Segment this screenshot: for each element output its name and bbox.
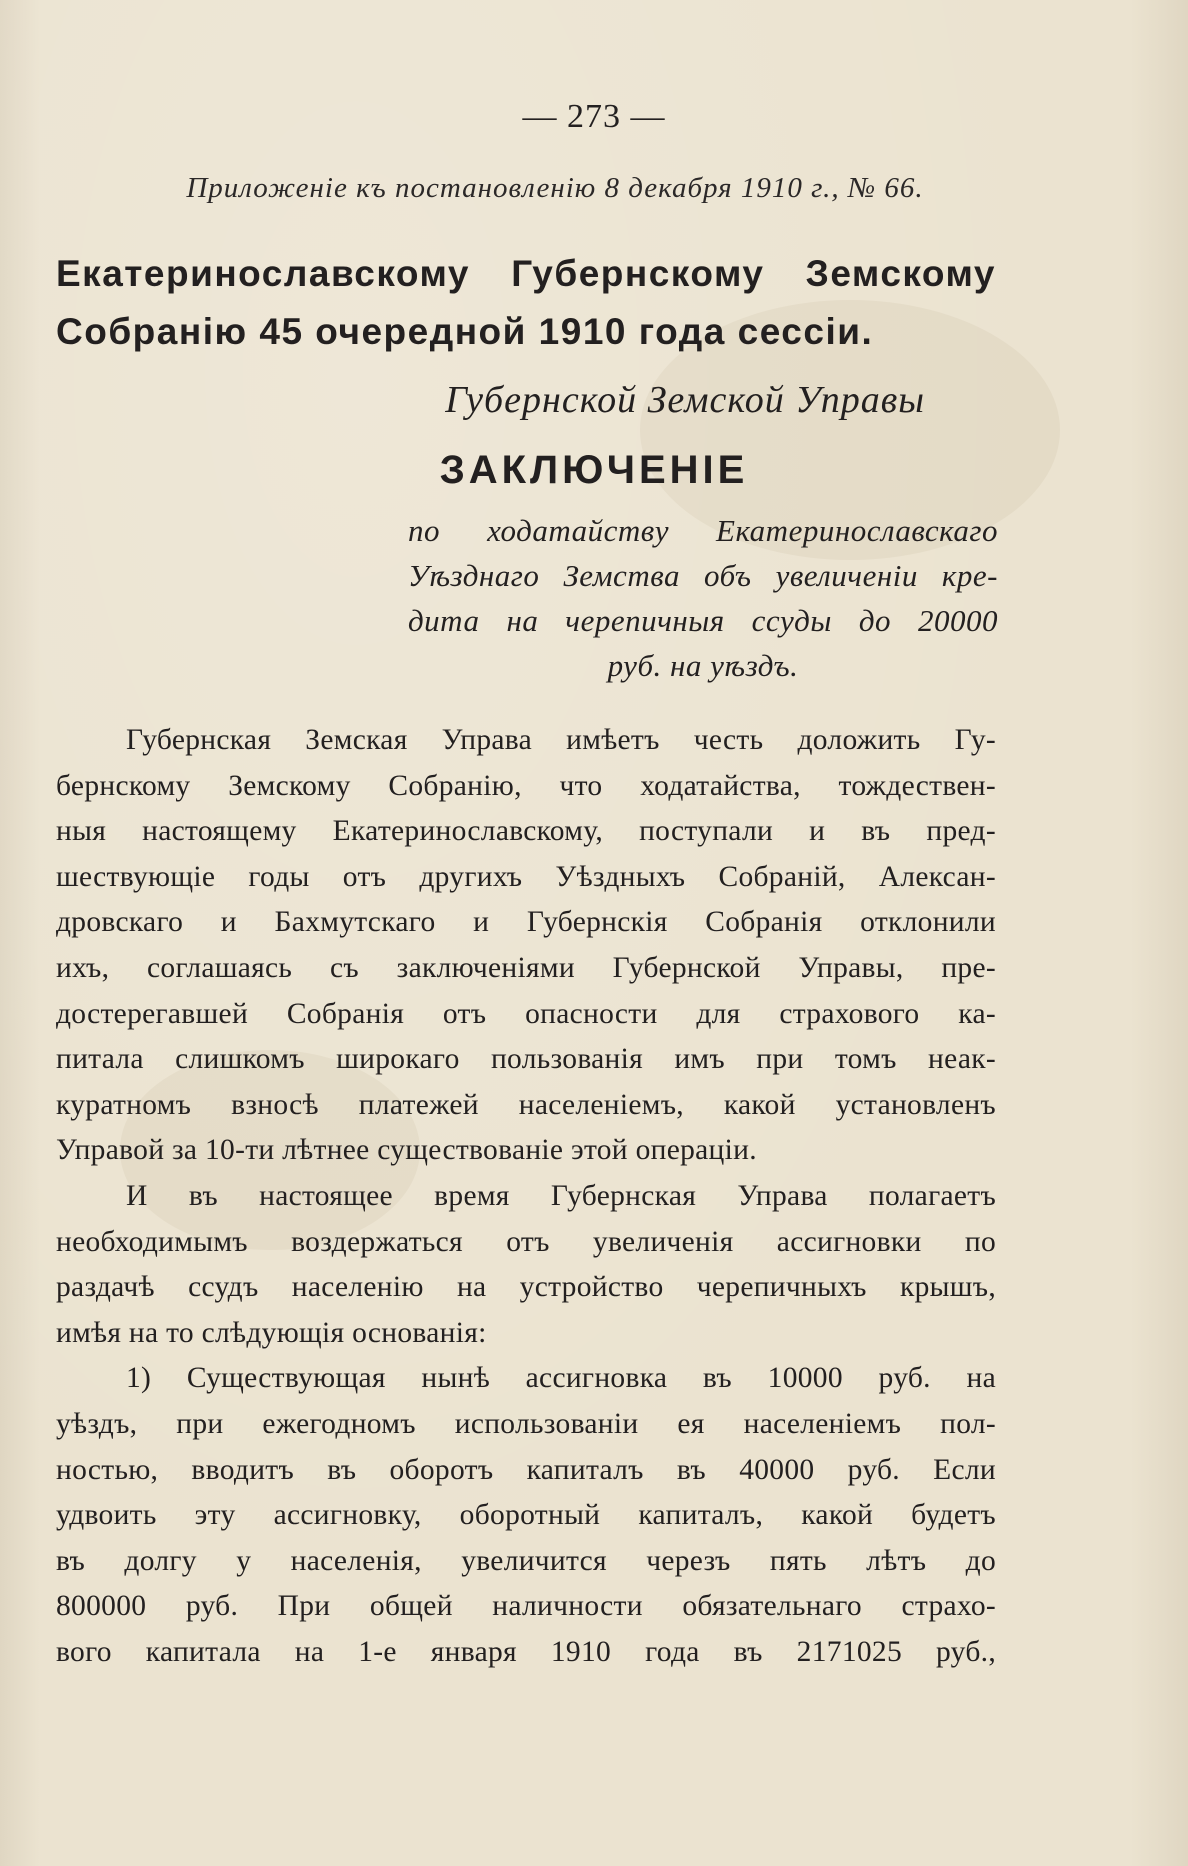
body-line: необходимымъ воздержаться отъ увеличенiя ассигновки по xyxy=(56,1225,996,1258)
document-title: ЗАКЛЮЧЕНIЕ xyxy=(439,448,749,492)
body-line: ностью, вводитъ въ оборотъ капиталъ въ 40000 руб. Если xyxy=(56,1453,996,1486)
issuing-authority: Губернской Земской Управы xyxy=(445,379,925,421)
body-line: куратномъ взносѣ платежей населенiемъ, какой установленъ xyxy=(56,1088,996,1121)
body-line: Губернская Земская Управа имѣетъ честь доложить Гу- xyxy=(126,724,996,756)
document-heading: Екатеринославскому Губернскому Земскому Собранiю 45 очередной 1910 года сессiи. xyxy=(56,253,996,352)
body-line: И въ настоящее время Губернская Управа полагаетъ xyxy=(126,1179,996,1212)
body-line: 1) Существующая нынѣ ассигновка въ 10000 руб. на xyxy=(126,1362,996,1395)
body-line: дровскаго и Бахмутскаго и Губернскiя Собранiя отклонили xyxy=(56,906,996,939)
body-line: шествующiе годы отъ другихъ Уѣздныхъ Собранiй, Алексан- xyxy=(56,860,996,893)
body-line: вого капитала на 1-е января 1910 года въ 2171025 руб., xyxy=(56,1635,996,1668)
subject-line: по ходатайству Екатеринославскаго xyxy=(408,513,998,548)
subject-line: дита на черепичныя ссуды до 20000 xyxy=(408,603,998,638)
body-line: достерегавшей Собранiя отъ опасности для страхового ка- xyxy=(56,997,996,1030)
body-line: ныя настоящему Екатеринославскому, поступали и въ пред- xyxy=(56,815,996,848)
appendix-note: Приложенiе къ постановленiю 8 декабря 1910 г., № 66. xyxy=(186,172,924,204)
body-text xyxy=(56,718,996,1675)
body-line: ихъ, соглашаясь съ заключенiями Губернской Управы, пре- xyxy=(56,951,996,984)
body-line: въ долгу у населенiя, увеличится черезъ пять лѣтъ до xyxy=(56,1544,996,1577)
body-line: Управой за 10-ти лѣтнее существованiе этой операцiи. xyxy=(56,1134,757,1167)
subject-line: Уѣзднаго Земства объ увеличенiи кре- xyxy=(408,558,998,593)
body-line: удвоить эту ассигновку, оборотный капиталъ, какой будетъ xyxy=(56,1499,996,1532)
body-line: бернскому Земскому Собранiю, что ходатайства, тождествен- xyxy=(56,769,996,802)
body-line: уѣздъ, при ежегодномъ использованiи ея населенiемъ пол- xyxy=(56,1407,996,1440)
subject-line: руб. на уѣздъ. xyxy=(607,648,799,683)
body-line: питала слишкомъ широкаго пользованiя имъ при томъ неак- xyxy=(56,1043,996,1076)
body-line: 800000 руб. При общей наличности обязательнаго страхо- xyxy=(56,1590,996,1623)
page-number: — 273 — xyxy=(522,98,666,135)
body-line: раздачѣ ссудъ населенiю на устройство черепичныхъ крышъ, xyxy=(56,1271,996,1304)
document-subject xyxy=(408,508,998,688)
body-line: имѣя на то слѣдующiя основанiя: xyxy=(56,1316,487,1349)
